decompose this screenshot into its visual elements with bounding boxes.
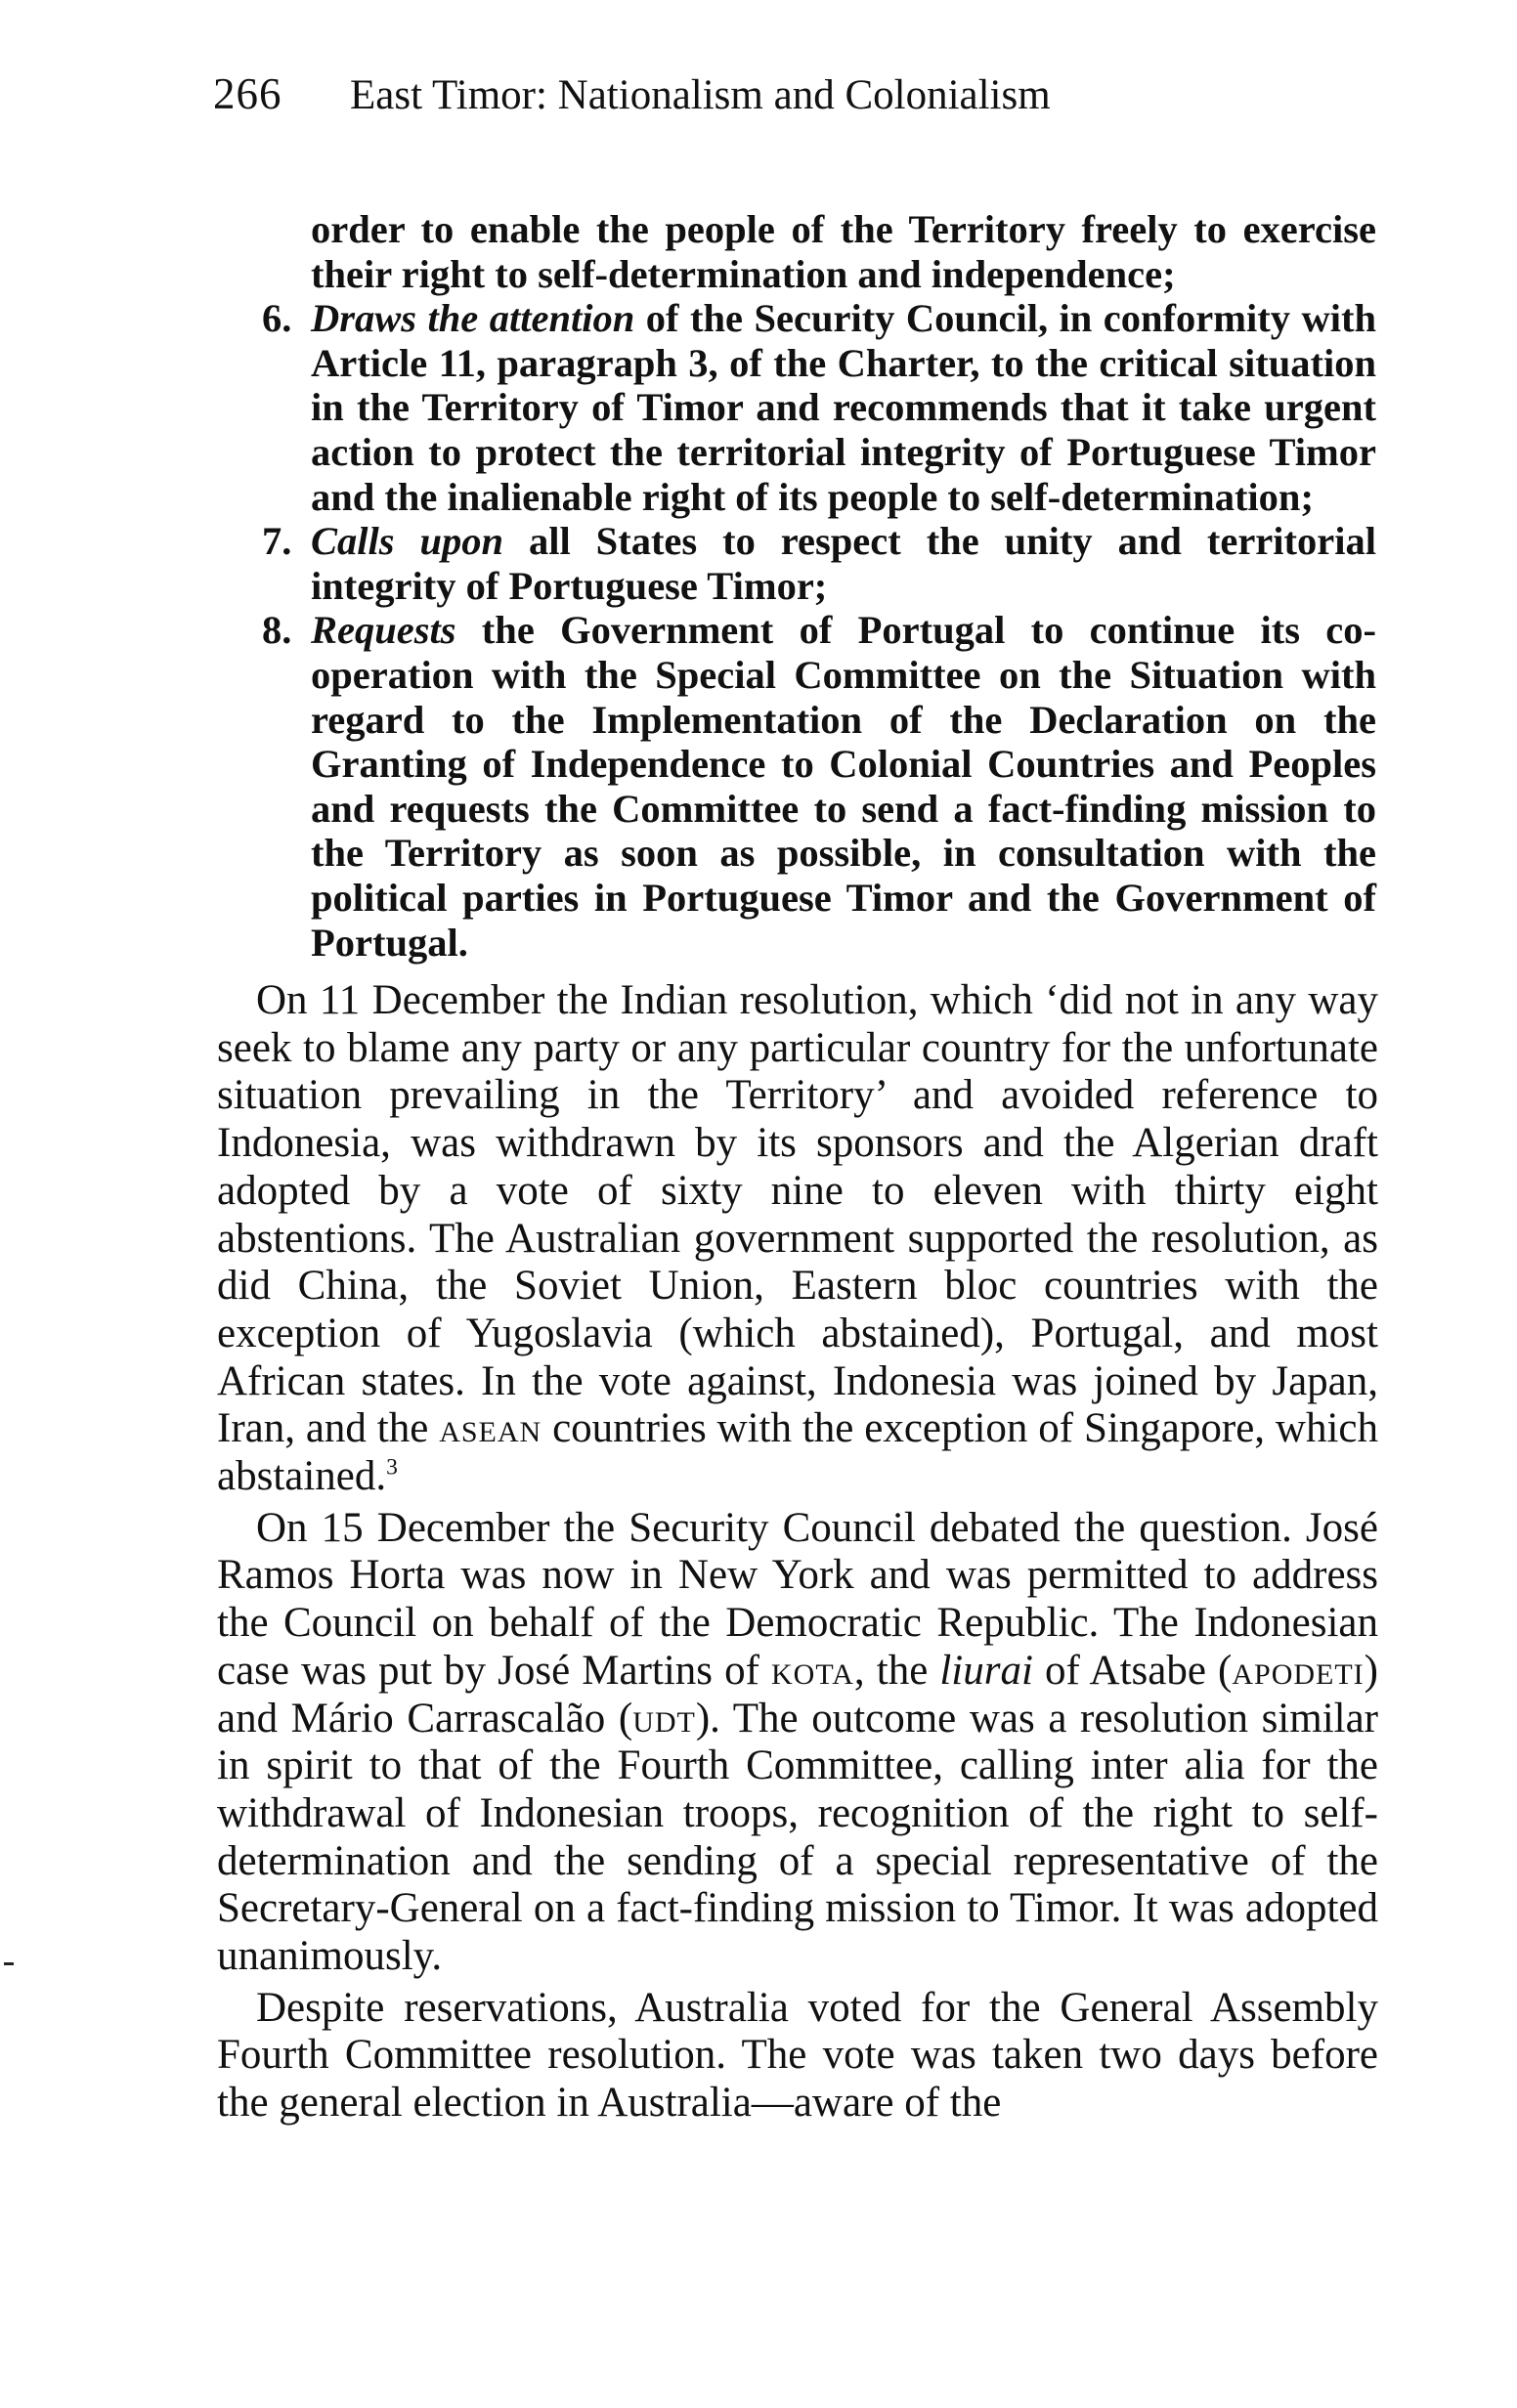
item-number: 7. xyxy=(262,519,292,564)
page-header xyxy=(213,68,1386,137)
footnote-ref: 3 xyxy=(386,1454,398,1481)
paragraph-text: On 11 December the Indian resolution, which ‘did not in any way seek to blame any party or any particular country for the unfortunate situation prevailing in the Territory’ and avoided reference to Indonesia, was withdrawn by its sponsors and the Algerian draft adopted by a vote of sixty nine to eleven with thirty eight abstentions. The Australian government supported the resolution, as did China, the Soviet Union, Eastern bloc countries with the exception of Yugoslavia (which abstained), Portugal, and most African states. In the vote against, Indonesia was joined by Japan, Iran, and the xyxy=(217,977,1378,1452)
paragraph-text: ) and Mário Carrascalão ( xyxy=(217,1647,1378,1742)
item-lead-phrase: Requests xyxy=(311,608,456,653)
item-text: of the Security Council, in conformity with Article 11, paragraph 3, of the Charter, to the critical situation in the Territory of Timor and recommends that it take urgent action to protect the territorial integrity of Portuguese Timor and the inalienable right of its people to self-determination; xyxy=(311,296,1376,519)
item-lead-phrase: Draws the attention xyxy=(311,296,635,341)
page-number: 266 xyxy=(213,69,282,118)
item-number: 8. xyxy=(262,608,292,653)
paragraph-text: of Atsabe ( xyxy=(1032,1647,1233,1694)
resolution-excerpt xyxy=(262,207,1376,965)
paragraph-text: countries with the exception of Singapore, which abstained. xyxy=(217,1405,1378,1500)
item-text: the Government of Portugal to continue its co-operation with the Special Committee on the Situation with regard to the Implementation of the Declaration on the Granting of Independence to Colonial Countries and Peoples and requests the Committee to send a fact-finding mission to the Territory as soon as possible, in consultation with the political parties in Portuguese Timor and the Government of Portugal. xyxy=(311,608,1376,965)
resolution-item-7 xyxy=(262,519,1376,608)
acronym-kota: kota xyxy=(771,1647,854,1694)
item-number: 6. xyxy=(262,296,292,341)
acronym-asean: asean xyxy=(439,1405,542,1452)
paragraph-indian-resolution xyxy=(217,977,1378,1501)
paragraph-text: , the xyxy=(853,1647,940,1694)
paragraph-text: ). The outcome was a resolution similar in spirit to that of the Fourth Committee, calling inter alia for the withdrawal of Indonesian troops, recognition of the right to self-determination and the sending of a special representative of the Secretary-General on a fact-finding mission to Timor. It was adopted unanimously. xyxy=(217,1695,1378,1980)
running-head: East Timor: Nationalism and Colonialism xyxy=(350,72,1051,118)
term-liurai: liurai xyxy=(939,1647,1033,1694)
acronym-apodeti: apodeti xyxy=(1232,1647,1365,1694)
paragraph-security-council xyxy=(217,1505,1378,1981)
item-lead-phrase: Calls upon xyxy=(311,519,504,564)
paragraph-text: On 15 December the Security Council debated the question. José Ramos Horta was now in New York and was permitted to address the Council on behalf of the Democratic Republic. The Indonesian case was put by José Martins of xyxy=(217,1504,1378,1694)
resolution-item-8 xyxy=(262,608,1376,965)
item-text: all States to respect the unity and territorial integrity of Portuguese Timor; xyxy=(311,519,1376,608)
resolution-continuation: order to enable the people of the Territory freely to exercise their right to self-determination and independence; xyxy=(311,207,1376,296)
acronym-udt: udt xyxy=(632,1695,696,1742)
paragraph-australia-vote: Despite reservations, Australia voted for the General Assembly Fourth Committee resolution. The vote was taken two days before the general election in Australia—aware of the xyxy=(217,1984,1378,2127)
resolution-item-6 xyxy=(262,296,1376,519)
body-text xyxy=(217,977,1378,2131)
margin-mark xyxy=(4,1962,14,1965)
